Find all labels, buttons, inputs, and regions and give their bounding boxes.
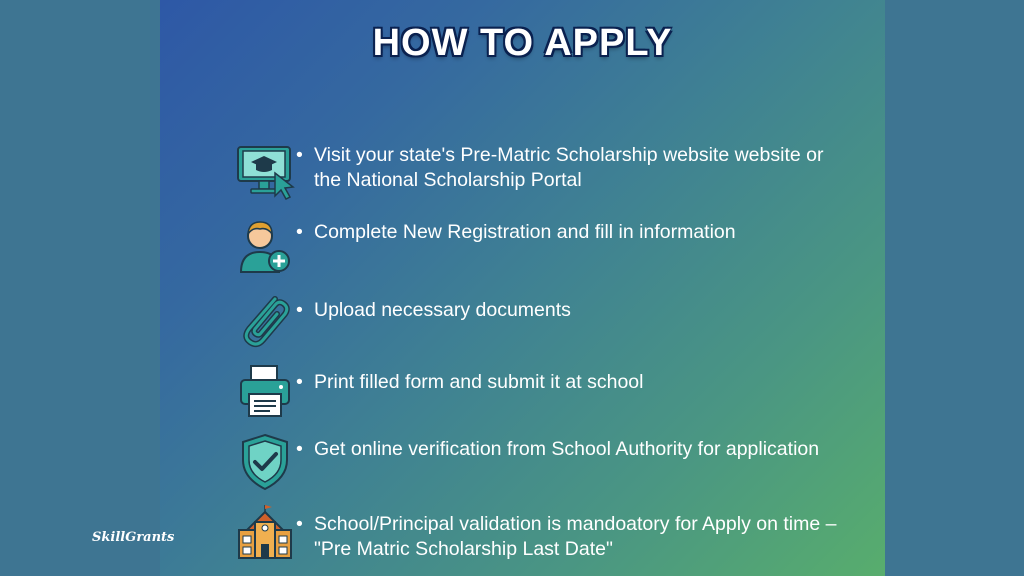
school-building-icon [235,504,295,564]
step-label: School/Principal validation is mandoatory for Apply on time – "Pre Matric Scholarship Last Date" [314,513,837,560]
step-label: Upload necessary documents [314,299,571,321]
slide [160,0,885,576]
step-label: Get online verification from School Authority for application [314,438,820,460]
bullet: • [296,438,303,460]
slide-title: HOW TO APPLY [372,22,673,64]
bullet: • [296,144,303,166]
step-text [296,298,854,323]
step-text [296,437,854,462]
bullet: • [296,371,303,393]
step-text [296,512,854,562]
step-text [296,220,854,245]
right-letterbox [885,0,1024,576]
paperclip-icon [235,289,295,349]
student-add-user-icon [235,214,295,274]
computer-graduation-cap-icon [235,143,295,203]
step-text [296,370,854,395]
printer-icon [235,362,295,422]
shield-check-icon [235,432,295,492]
step-label: Print filled form and submit it at school [314,371,644,393]
step-label: Visit your state's Pre-Matric Scholarship website website or the National Scholarship Portal [314,144,824,191]
bullet: • [296,513,303,535]
step-label: Complete New Registration and fill in information [314,221,736,243]
step-text [296,143,854,193]
bullet: • [296,221,303,243]
bullet: • [296,299,303,321]
left-letterbox [0,0,160,576]
brand-watermark: SkillGrants [92,530,175,545]
